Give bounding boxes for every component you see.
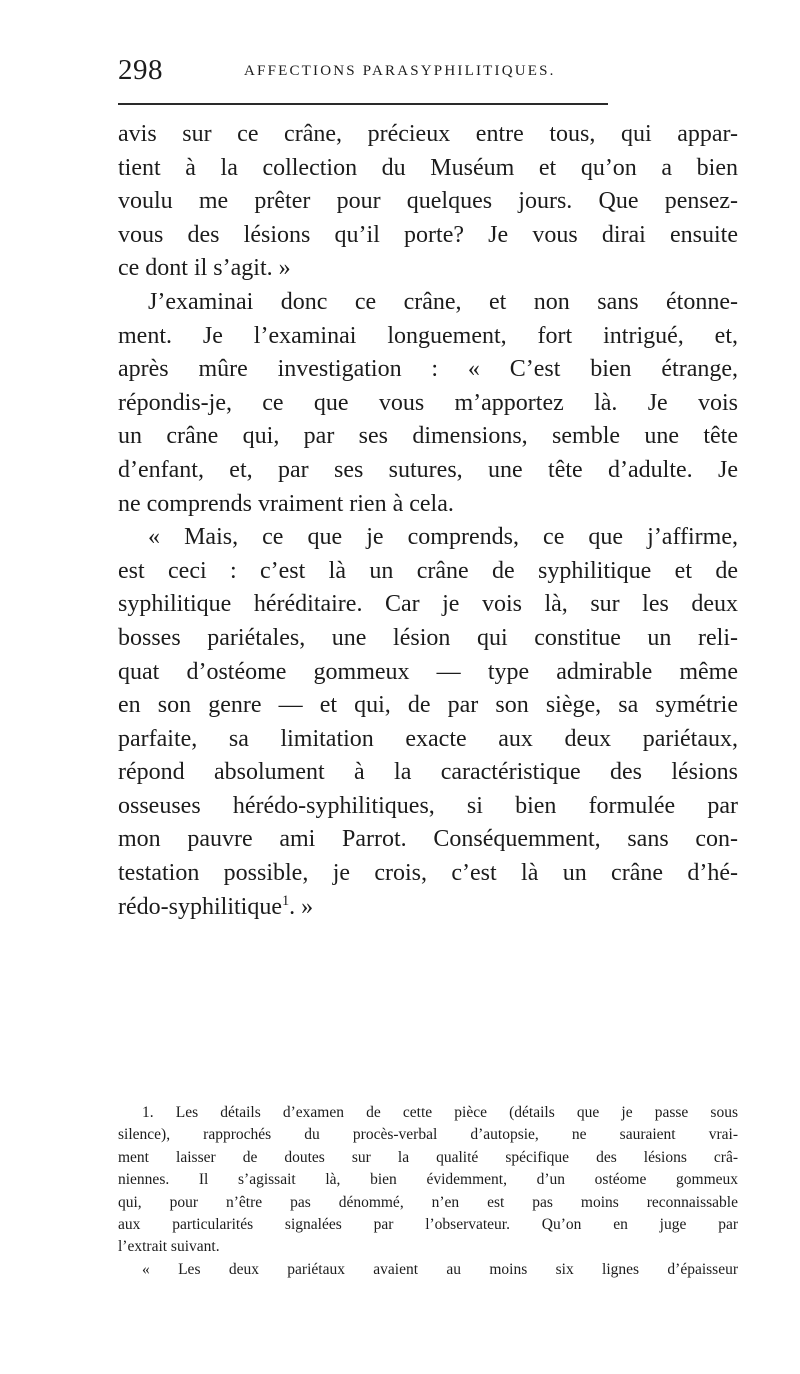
text-line: ne comprends vraiment rien à cela. (118, 490, 454, 517)
footnote-line: aux particularités signalées par l’observateur. Qu’on en juge par (118, 1215, 738, 1233)
text-line: mon pauvre ami Parrot. Conséquemment, sans con- (118, 826, 738, 853)
footnote-line: 1. Les détails d’examen de cette pièce (détails que je passe sous (142, 1104, 738, 1121)
text-segment: rédo-syphilitique (118, 893, 282, 920)
page-header (118, 50, 738, 90)
footnote-line: niennes. Il s’agissait là, bien évidemment, d’un ostéome gommeux (118, 1171, 738, 1189)
text-line: voulu me prêter pour quelques jours. Que pensez- (118, 188, 738, 215)
header-rule (118, 103, 608, 105)
text-line: bosses pariétales, une lésion qui constitue un reli- (118, 624, 738, 651)
text-segment: . » (289, 893, 314, 920)
page-number: 298 (118, 54, 163, 86)
text-line: vous des lésions qu’il porte? Je vous dirai ensuite (118, 221, 738, 248)
text-line: testation possible, je crois, c’est là un crâne d’hé- (118, 860, 738, 887)
text-line: tient à la collection du Muséum et qu’on a bien (118, 154, 738, 181)
footnote-ref: 1 (281, 892, 290, 909)
text-line: répond absolument à la caractéristique des lésions (118, 759, 738, 786)
text-line: syphilitique héréditaire. Car je vois là, sur les deux (118, 591, 738, 618)
running-head: AFFECTIONS PARASYPHILITIQUES. (244, 63, 556, 79)
text-line: est ceci : c’est là un crâne de syphilitique et de (118, 557, 738, 584)
text-line: un crâne qui, par ses dimensions, semble une tête (118, 423, 738, 450)
text-line: J’examinai donc ce crâne, et non sans étonne- (148, 288, 738, 315)
text-line: d’enfant, et, par ses sutures, une tête d’adulte. Je (118, 456, 738, 483)
footnote (118, 1102, 738, 1281)
text-line: après mûre investigation : « C’est bien étrange, (118, 356, 738, 383)
footnote-line: silence), rapprochés du procès-verbal d’autopsie, ne sauraient vrai- (118, 1126, 738, 1144)
footnote-line: « Les deux pariétaux avaient au moins six lignes d’épaisseur (142, 1260, 738, 1278)
text-line: ce dont il s’agit. » (118, 255, 291, 282)
text-line (118, 891, 738, 925)
body-text (118, 118, 738, 924)
footnote-line: qui, pour n’être pas dénommé, n’en est pas moins reconnaissable (118, 1193, 738, 1211)
footnote-line: ment laisser de doutes sur la qualité spécifique des lésions crâ- (118, 1148, 738, 1166)
text-line: en son genre — et qui, de par son siège, sa symétrie (118, 692, 738, 719)
text-line: ment. Je l’examinai longuement, fort intrigué, et, (118, 322, 738, 349)
text-line: osseuses hérédo-syphilitiques, si bien formulée par (118, 792, 738, 819)
text-line: « Mais, ce que je comprends, ce que j’affirme, (148, 524, 738, 551)
text-line: quat d’ostéome gommeux — type admirable même (118, 658, 738, 685)
text-line: parfaite, sa limitation exacte aux deux pariétaux, (118, 725, 738, 752)
text-line: répondis-je, ce que vous m’apportez là. Je vois (118, 389, 738, 416)
text-line: avis sur ce crâne, précieux entre tous, qui appar- (118, 121, 738, 147)
footnote-line: l’extrait suivant. (118, 1238, 220, 1256)
